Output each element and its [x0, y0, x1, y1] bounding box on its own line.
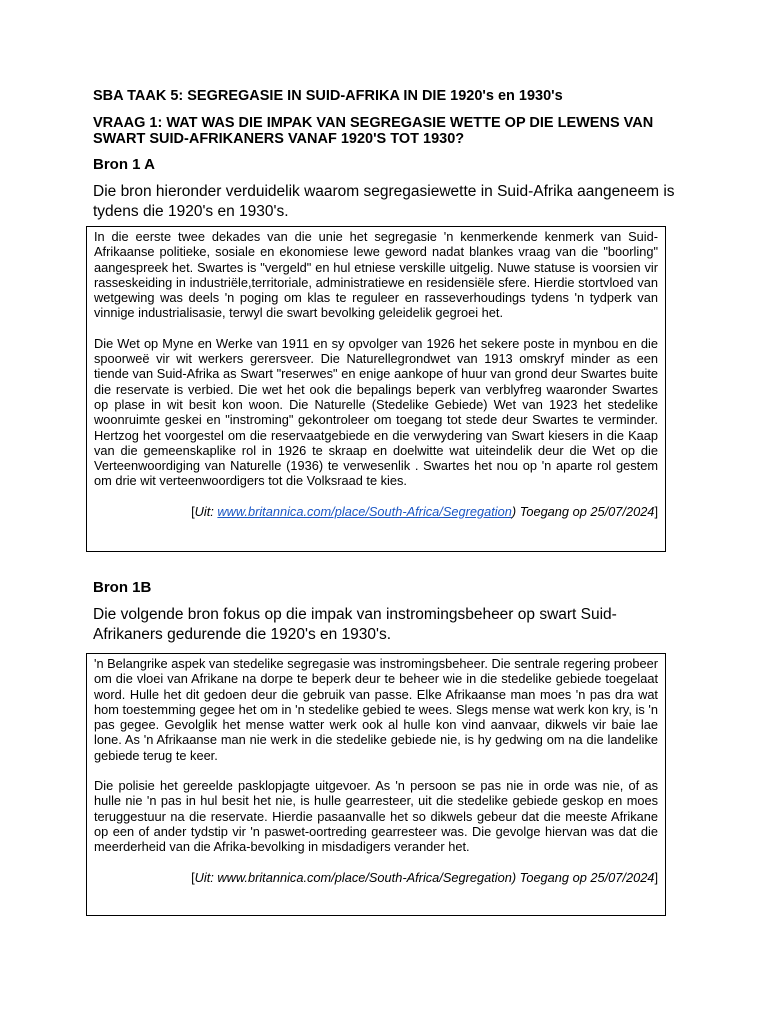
citation-suffix: ) Toegang op 25/07/2024 [511, 503, 655, 519]
source-1a-heading: Bron 1 A [93, 156, 155, 173]
citation-open-bracket: [ [191, 869, 195, 885]
source-1b-paragraph-1: 'n Belangrike aspek van stedelike segregasie was instromingsbeheer. Die sentrale regering probeer om die vloei van Afrikane na dorpe te beperk deur te beheer wie in die stedelike gebiede toegelaat word. Hulle het dit gedoen deur die gebruik van passe. Elke Afrikaanse man moes 'n pas dra wat hom toestemming gegee het om in 'n stedelike gebied te wees. Slegs mense wat werk kon kry, is 'n pas gegee. Gevolglik het mense watter werk ook al hulle kon vind aanvaar, dikwels vir baie lae lone. As 'n Afrikaanse man nie werk in die stedelike gebiede nie, is hy gedwing om na die landelike gebiede terug te keer. [94, 656, 658, 763]
source-1b-box [86, 653, 666, 916]
source-1a-paragraph-2: Die Wet op Myne en Werke van 1911 en sy opvolger van 1926 het sekere poste in mynbou en die spoorweë vir wit werkers gerersveer. Die Naturellegrondwet van 1913 omskryf minder as een tiende van Suid-Afrika as Swart "reserwes" en enige aankope of huur van grond deur Swartes buite die reservate is verbied. Die wet het ook die bepalings beperk van verblyfreg waaronder Swartes op plase in wit besit kon woon. Die Naturelle (Stedelike Gebiede) Wet van 1923 het stedelike woonruimte geskei en "instroming" gekontroleer om toegang tot stede deur Swartes te verminder. Hertzog het voorgestel om die reservaatgebiede en die verwydering van Swart kiesers in die Kaap van die gemeenskaplike rol in 1926 te skraap en doelwitte wat uiteindelik deur die Wet op die Verteenwoordiging van Naturelle (1936) te verwesenlik . Swartes het nou op 'n aparte rol gestem om drie wit verteenwoordigers tot die Volksraad te kies. [94, 335, 658, 489]
source-1a-box [86, 226, 666, 552]
britannica-link[interactable]: www.britannica.com/place/South-Africa/Segregation [217, 503, 512, 519]
question-heading: VRAAG 1: WAT WAS DIE IMPAK VAN SEGREGASIE WETTE OP DIE LEWENS VAN SWART SUID-AFRIKANERS VANAF 1920'S TOT 1930? [93, 115, 654, 147]
source-1b-citation [94, 870, 658, 885]
source-1a-intro: Die bron hieronder verduidelik waarom segregasiewette in Suid-Afrika aangeneem is tydens die 1920's en 1930's. [93, 183, 675, 220]
citation-close-bracket: ] [654, 503, 658, 519]
citation-text: Uit: www.britannica.com/place/South-Africa/Segregation) Toegang op 25/07/2024 [194, 869, 655, 885]
source-1a-citation [94, 504, 658, 519]
source-1b-heading: Bron 1B [93, 579, 152, 596]
source-1b-paragraph-2: Die polisie het gereelde pasklopjagte uitgevoer. As 'n persoon se pas nie in orde was nie, of as hulle nie 'n pas in hul besit het nie, is hulle gearresteer, uit die stedelike gebiede geskop en moes teruggestuur na die reservate. Hierdie pasaanvalle het so dikwels gebeur dat die meeste Afrikane op een of ander tydstip vir 'n paswet-oortreding gearresteer was. Die gevolge hiervan was dat die meerderheid van die Afrika-bevolking in misdadigers verander het. [94, 778, 658, 855]
source-1b-intro: Die volgende bron fokus op die impak van instromingsbeheer op swart Suid-Afrikaners gedurende die 1920's en 1930's. [93, 606, 617, 643]
citation-open-bracket: [ [191, 503, 195, 519]
source-1a-paragraph-1: In die eerste twee dekades van die unie het segregasie 'n kenmerkende kenmerk van Suid-Afrikaanse politieke, sosiale en ekonomiese lewe geword nadat blankes vraag van die "boorling" aangespreek het. Swartes is "vergeld" en hul etniese verskille uitgelig. Nuwe statuse is voorsien vir rasseskeiding in industriële,territoriale, administratiewe en residensiële sfere. Hierdie stortvloed van wetgewing was deels 'n poging om klas te reguleer en rasseverhoudings tydens 'n tydperk van vinnige industrialisasie, terwyl die swart bevolking geleidelik gegroei het. [94, 229, 658, 321]
citation-prefix: Uit: [194, 503, 218, 519]
citation-close-bracket: ] [654, 869, 658, 885]
document-title: SBA TAAK 5: SEGREGASIE IN SUID-AFRIKA IN DIE 1920's en 1930's [93, 88, 563, 104]
